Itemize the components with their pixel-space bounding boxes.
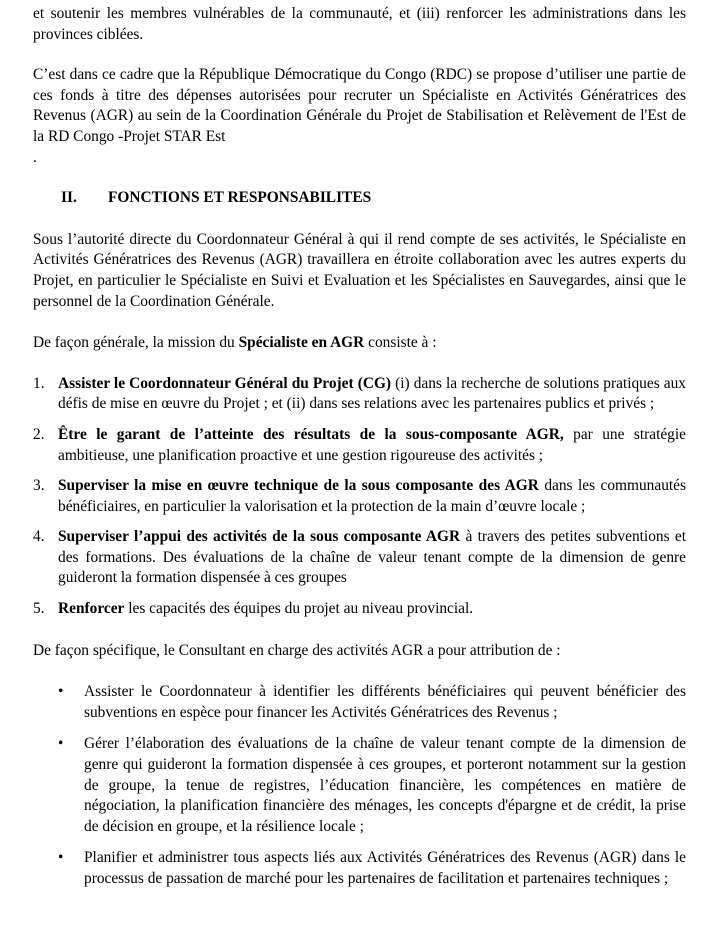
list-item	[33, 682, 686, 723]
specific-list	[33, 682, 686, 889]
list-item-text: Gérer l’élaboration des évaluations de la chaîne de valeur tenant compte de la dimension de genre qui guideront la formation dispensée à ces groupes, et porteront notamment sur la gestion de groupe, la tenue de registres, l’éducation financière, les compétences en matière de négociation, la planification financière des ménages, les concepts d'épargne et de crédit, la prise de décision en groupe, et la résilience locale ;	[84, 735, 686, 835]
specific-intro: De façon spécifique, le Consultant en charge des activités AGR a pour attribution de :	[33, 641, 561, 659]
document-page	[33, 4, 686, 901]
bullet-icon: •	[58, 683, 64, 701]
list-item-text: dans les communautés bénéficiaires, en particulier la valorisation et la protection de la main d’œuvre locale ;	[58, 477, 686, 515]
list-item-text: les capacités des équipes du projet au niveau provincial.	[124, 600, 474, 618]
list-item	[33, 599, 686, 620]
list-item	[33, 425, 686, 466]
list-item	[33, 734, 686, 837]
list-item-bold: Superviser la mise en œuvre technique de la sous composante des AGR	[58, 477, 539, 495]
list-item	[33, 848, 686, 889]
list-item-text: (i) dans la recherche de solutions pratiques aux défis de mise en œuvre du Projet ; et (ii) dans ses relations avec les partenaires publics et privés ;	[58, 374, 686, 413]
section-heading	[33, 188, 686, 209]
mission-intro	[33, 333, 686, 354]
list-item-text: Assister le Coordonnateur à identifier les différents bénéficiaires qui peuvent bénéficier des subventions en espèce pour financer les Activités Génératrices des Revenus ;	[84, 683, 686, 721]
list-item-text: par une stratégie ambitieuse, une planification proactive et une gestion rigoureuse des activités ;	[58, 425, 686, 464]
mission-intro-bold: Spécialiste en AGR	[238, 334, 365, 352]
authority-paragraph: Sous l’autorité directe du Coordonnateur Général à qui il rend compte de ses activités, le Spécialiste en Activités Génératrices des Revenus (AGR) travaillera en étroite collaboration avec les autres experts du Projet, en particulier le Spécialiste en Suivi et Evaluation et les Spécialistes en Sauvegardes, ainsi que le personnel de la Coordination Générale.	[33, 230, 686, 310]
list-item	[33, 476, 686, 517]
list-number: 3.	[33, 477, 45, 495]
list-item-text: à travers des petites subventions et des formations. Des évaluations de la chaîne de valeur tenant compte de la dimension de genre guideront la formation dispensée à ces groupes	[58, 528, 686, 587]
list-item-bold: Être le garant de l’atteinte des résultats de la sous-composante AGR,	[58, 425, 564, 443]
intro-continuation: et soutenir les membres vulnérables de la communauté, et (iii) renforcer les administrations dans les provinces ciblées.	[33, 5, 686, 43]
list-item-bold: Renforcer	[58, 600, 125, 618]
list-item-bold: Superviser l’appui des activités de la sous composante AGR	[58, 528, 461, 546]
mission-list	[33, 374, 686, 620]
list-item	[33, 374, 686, 415]
list-number: 2.	[33, 425, 45, 443]
list-number: 5.	[33, 600, 45, 618]
section-number: II.	[61, 189, 77, 207]
list-number: 4.	[33, 528, 45, 546]
list-item	[33, 527, 686, 589]
list-item-text: Planifier et administrer tous aspects liés aux Activités Génératrices des Revenus (AGR) dans le processus de passation de marché pour les partenaires de facilitation et partenaires techniques ;	[84, 849, 686, 887]
context-paragraph: C’est dans ce cadre que la République Démocratique du Congo (RDC) se propose d’utiliser une partie de ces fonds à titre des dépenses autorisées pour recruter un Spécialiste en Activités Génératrices des Revenus (AGR) au sein de la Coordination Générale du Projet de Stabilisation et Relèvement de l'Est de la RD Congo -Projet STAR Est	[33, 66, 686, 145]
stray-dot: .	[33, 148, 37, 166]
bullet-icon: •	[58, 735, 64, 753]
bullet-icon: •	[58, 849, 64, 867]
list-item-bold: Assister le Coordonnateur Général du Projet (CG)	[58, 374, 392, 392]
section-title: FONCTIONS ET RESPONSABILITES	[108, 189, 372, 207]
list-number: 1.	[33, 374, 45, 392]
mission-intro-post: consiste à :	[364, 334, 437, 352]
mission-intro-pre: De façon générale, la mission du	[33, 334, 239, 352]
